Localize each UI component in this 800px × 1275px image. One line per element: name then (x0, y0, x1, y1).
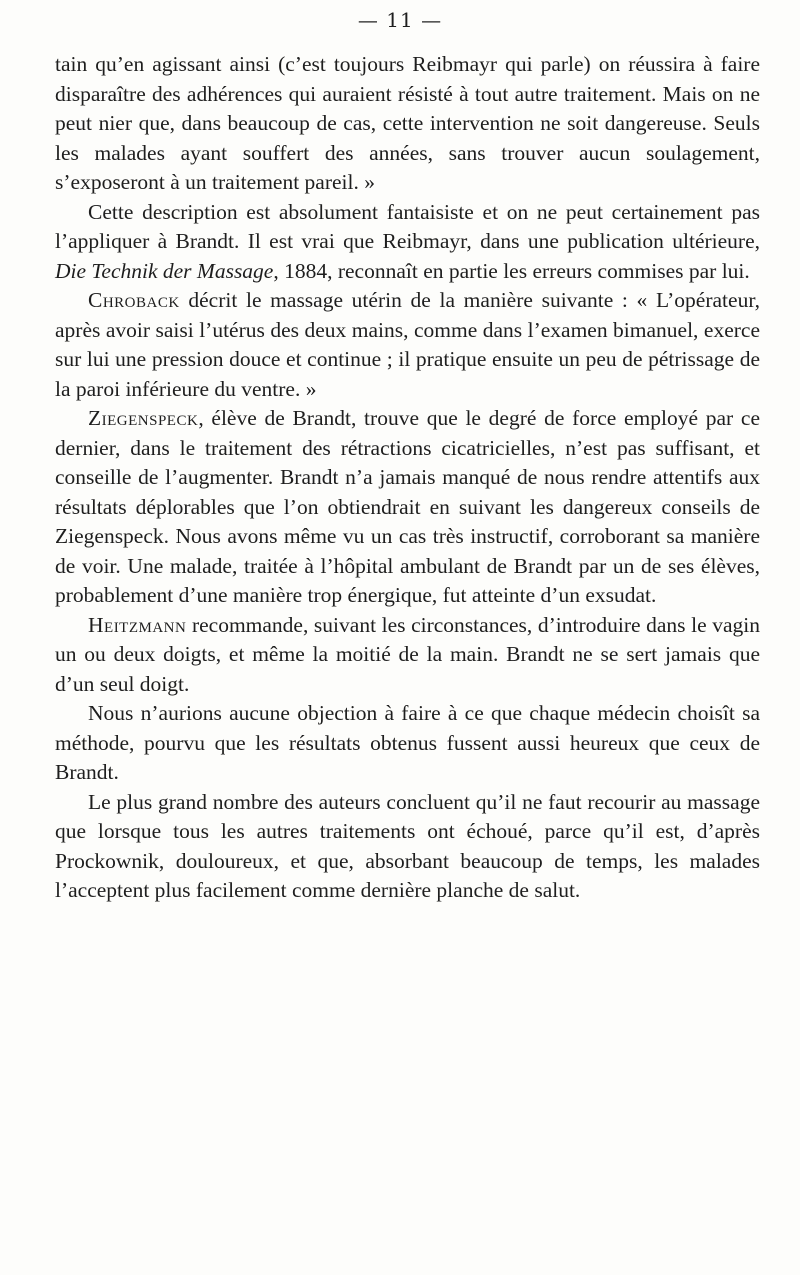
publication-title: Die Technik der Massage (55, 258, 274, 283)
author-name-ziegenspeck: Ziegenspeck (88, 406, 199, 430)
author-name-heitzmann: Heitzmann (88, 612, 187, 637)
paragraph-3 (55, 286, 760, 404)
paragraph-1-text: tain qu’en agissant ainsi (c’est toujours Reibmayr qui parle) on réussira à faire disparaître des adhérences qui auraient résisté à tout autre traitement. Mais on ne peut nier que, dans beaucoup de cas, cette intervention ne soit dangereuse. Seuls les malades ayant souffert des années, sans trouver aucun soulagement, s’exposeront à un traitement pareil. » (55, 52, 760, 194)
paragraph-5-text: recommande, suivant les circonstances, d’introduire dans le vagin un ou deux doigts, et même la moitié de la main. Brandt ne se sert jamais que d’un seul doigt. (55, 612, 760, 696)
paragraph-6-text: Nous n’aurions aucune objection à faire à ce que chaque médecin choisît sa méthode, pourvu que les résultats obtenus fussent aussi heureux que ceux de Brandt. (55, 701, 760, 784)
paragraph-2 (55, 198, 760, 287)
paragraph-4 (55, 404, 760, 611)
paragraph-7 (55, 788, 760, 906)
page-number: — 11 — (357, 8, 443, 32)
paragraph-3-text: décrit le massage utérin de la manière suivante : « L’opérateur, après avoir saisi l’utérus des deux mains, comme dans l’examen bimanuel, exerce sur lui une pression douce et continue ; il pratique ensuite un peu de pétrissage de la paroi inférieure du ventre. » (55, 288, 760, 401)
paragraph-4-text: , élève de Brandt, trouve que le degré de force employé par ce dernier, dans le traitement des rétractions cicatricielles, n’est pas suffisant, et conseille de l’augmenter. Brandt n’a jamais manqué de nous rendre attentifs aux résultats déplorables que l’on obtiendrait en suivant les dangereux conseils de Ziegenspeck. Nous avons même vu un cas très instructif, corroborant sa manière de voir. Une malade, traitée à l’hôpital ambulant de Brandt par un de ses élèves, probablement d’une manière trop énergique, fut atteinte d’un exsudat. (55, 406, 760, 607)
author-name-chroback: Chroback (88, 288, 180, 312)
paragraph-6 (55, 699, 760, 788)
paragraph-5 (55, 611, 760, 700)
paragraph-7-text: Le plus grand nombre des auteurs concluent qu’il ne faut recourir au massage que lorsque tous les autres traitements ont échoué, parce qu’il est, d’après Prockownik, douloureux, et que, absorbant beaucoup de temps, les malades l’acceptent plus facilement comme dernière planche de salut. (55, 789, 760, 902)
paragraph-2-after: , 1884, reconnaît en partie les erreurs commises par lui. (273, 258, 750, 283)
body-text (55, 50, 760, 906)
paragraph-1 (55, 50, 760, 198)
paragraph-2-before: Cette description est absolument fantaisiste et on ne peut certainement pas l’appliquer à Brandt. Il est vrai que Reibmayr, dans une publication ultérieure, (55, 199, 760, 253)
